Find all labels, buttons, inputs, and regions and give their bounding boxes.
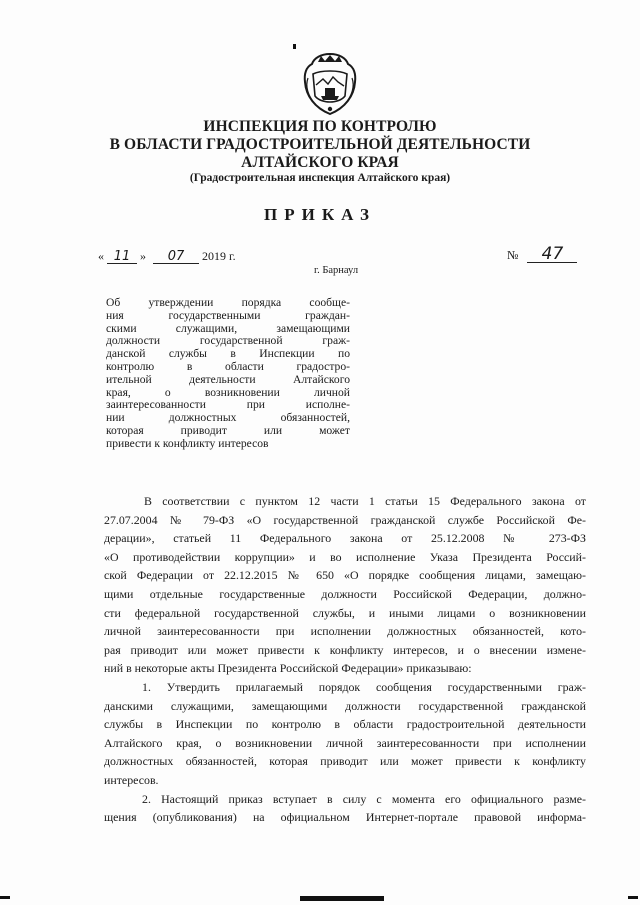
- body-line: 2. Настоящий приказ вступает в силу с момента его официального разме-: [142, 791, 586, 806]
- subject-line: ния государственными граждан-: [106, 308, 350, 322]
- subject-line: ительной деятельности Алтайского: [106, 372, 350, 386]
- body-line: ний в некоторые акты Президента Российской Федерации» приказываю:: [104, 661, 472, 676]
- number-label: №: [507, 248, 519, 262]
- subject-line: должности государственной граж-: [106, 334, 350, 348]
- org-name-line-1: ИНСПЕКЦИЯ ПО КОНТРОЛЮ: [203, 118, 437, 135]
- org-name-line-3: АЛТАЙСКОГО КРАЯ: [241, 154, 399, 171]
- body-line: ской Федерации от 22.12.2015 № 650 «О порядке сообщения лицами, замещаю-: [104, 568, 586, 583]
- subject-line: края, о возникновении личной: [106, 385, 350, 399]
- body-line: должностных обязанностей, которая приводит или может привести к конфликту: [104, 754, 586, 769]
- subject-line: данской службы в Инспекции по: [106, 347, 350, 361]
- body-line: сти федеральной государственной службы, и иными лицами о возникновении: [104, 605, 586, 620]
- body-line: «О противодействии коррупции» и во исполнение Указа Президента Россий-: [104, 549, 586, 564]
- number-value: 47: [527, 246, 577, 263]
- body-line: интересов.: [104, 772, 159, 787]
- order-body: [104, 492, 586, 827]
- subject-line: которая приводит или может: [106, 423, 350, 437]
- subject-line: нии должностных обязанностей,: [106, 411, 350, 425]
- body-line: данскими служащими, замещающими должности государственной гражданской: [104, 698, 586, 713]
- order-number: [507, 246, 577, 263]
- scan-dot: [293, 44, 296, 49]
- org-short-name: (Градостроительная инспекция Алтайского края): [189, 172, 451, 184]
- city: г. Барнаул: [314, 265, 359, 276]
- date-close-quote: »: [140, 249, 146, 263]
- org-name-line-2: В ОБЛАСТИ ГРАДОСТРОИТЕЛЬНОЙ ДЕЯТЕЛЬНОСТИ: [109, 136, 531, 153]
- body-line: 27.07.2004 № 79-ФЗ «О государственной гражданской службе Российской Фе-: [104, 512, 586, 527]
- document-type-title: ПРИКАЗ: [264, 205, 376, 224]
- body-line: Алтайского края, о возникновении личной заинтересованности при исполнении: [104, 735, 586, 750]
- scan-bar-left: [0, 896, 10, 899]
- coat-of-arms-icon: [299, 52, 361, 116]
- subject-line: контролю в области градостро-: [106, 359, 350, 373]
- order-subject: [106, 297, 350, 451]
- body-line: В соответствии с пунктом 12 части 1 статьи 15 Федерального закона от: [144, 494, 586, 508]
- date-open-quote: «: [98, 249, 104, 263]
- date-day: 11: [107, 250, 137, 264]
- date-month: 07: [153, 250, 199, 264]
- body-line: щими отдельные государственные должности Российской Федерации, должно-: [104, 586, 586, 601]
- body-line: рая приводит или может привести к конфликту интересов, и о внесении измене-: [104, 642, 586, 657]
- body-line: щения (опубликования) на официальном Интернет-портале правовой информа-: [104, 810, 586, 825]
- body-line: 1. Утвердить прилагаемый порядок сообщения государственными граж-: [142, 679, 586, 694]
- order-date: [98, 249, 236, 264]
- subject-line: скими служащими, замещающими: [106, 321, 350, 335]
- subject-line: привести к конфликту интересов: [106, 436, 269, 450]
- body-line: службы в Инспекции по контролю в области градостроительной деятельности: [104, 717, 586, 732]
- scan-bar-right: [628, 896, 638, 899]
- body-line: личной заинтересованности при исполнении должностных обязанностей, кото-: [104, 624, 586, 639]
- scan-bar: [300, 896, 384, 901]
- body-line: дерации», статьей 11 Федерального закона от 25.12.2008 № 273-ФЗ: [104, 531, 586, 546]
- date-year: 2019 г.: [202, 249, 236, 263]
- subject-line: заинтересованности при исполне-: [106, 398, 350, 412]
- subject-line: Об утверждении порядка сообще-: [106, 296, 350, 309]
